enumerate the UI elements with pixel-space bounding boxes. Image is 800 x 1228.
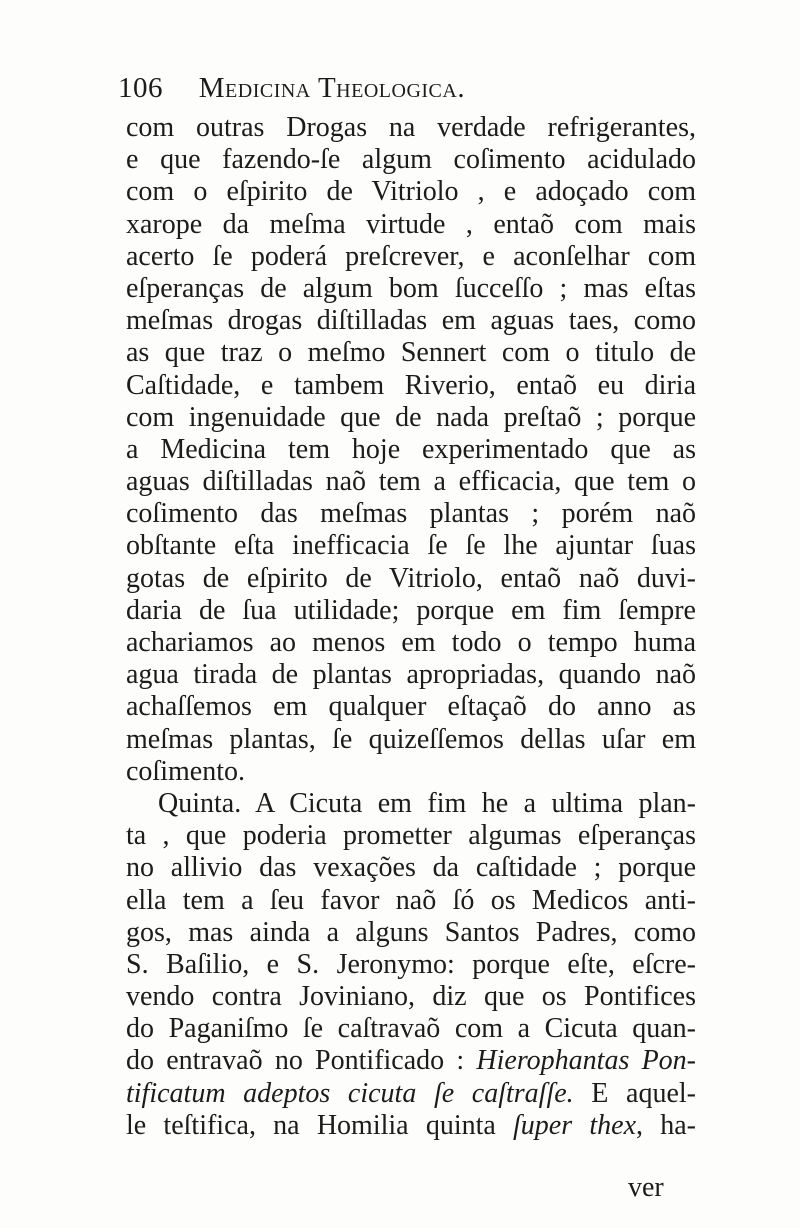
text-line: Caſtidade, e tambem Riverio, entaõ eu diria	[126, 369, 696, 401]
text-line: xarope da meſma virtude , entaõ com mais	[126, 208, 696, 240]
text-line: com outras Drogas na verdade refrigerantes,	[126, 112, 696, 143]
text-segment: , ha-	[636, 1109, 696, 1141]
text-line: aguas diſtilladas naõ tem a efficacia, que tem o	[126, 466, 696, 498]
text-line-with-latin	[126, 1110, 696, 1142]
text-line: e que fazendo-ſe algum coſimento acidulado	[126, 144, 696, 176]
text-line: acerto ſe poderá preſcrever, e aconſelhar com	[126, 240, 696, 272]
text-line: do Paganiſmo ſe caſtravaõ com a Cicuta quan-	[126, 1013, 696, 1045]
text-line: no allivio das vexações da caſtidade ; porque	[126, 852, 696, 884]
text-line: meſmas drogas diſtilladas em aguas taes, como	[126, 305, 696, 337]
text-segment: do entravaõ no Pontificado :	[126, 1045, 465, 1077]
text-line: gos, mas ainda a alguns Santos Padres, como	[126, 916, 696, 948]
latin-quote: ſuper thex	[513, 1109, 636, 1141]
text-line: coſimento.	[126, 755, 245, 787]
paragraph-start-line: Quinta. A Cicuta em fim he a ultima plan-	[158, 787, 696, 819]
text-line: meſmas plantas, ſe quizeſſemos dellas uſar em	[126, 723, 696, 755]
text-line: ta , que poderia prometter algumas eſperanças	[126, 820, 696, 852]
catchword: ver	[628, 1172, 664, 1203]
text-line: ella tem a ſeu favor naõ ſó os Medicos anti-	[126, 884, 696, 916]
text-line: vendo contra Joviniano, diz que os Pontifices	[126, 981, 696, 1013]
text-line: agua tirada de plantas apropriadas, quando naõ	[126, 659, 696, 691]
body-text	[126, 112, 696, 1142]
text-line: achaſſemos em qualquer eſtaçaõ do anno as	[126, 691, 696, 723]
text-line-with-latin	[126, 1078, 696, 1110]
latin-quote: tificatum adeptos cicuta ſe caſtraſſe.	[126, 1077, 574, 1109]
text-line: daria de ſua utilidade; porque em fim ſempre	[126, 594, 696, 626]
text-line: gotas de eſpirito de Vitriolo, entaõ naõ duvi-	[126, 562, 696, 594]
latin-quote: Hierophantas Pon-	[476, 1045, 697, 1077]
page-header	[118, 72, 678, 112]
text-line: achariamos ao menos em todo o tempo huma	[126, 627, 696, 658]
text-line: com ingenuidade que de nada preſtaõ ; porque	[126, 401, 696, 433]
text-segment: le teſtifica, na Homilia quinta	[126, 1109, 514, 1141]
text-line: eſperanças de algum bom ſucceſſo ; mas eſtas	[126, 272, 696, 304]
text-line: as que traz o meſmo Sennert com o titulo de	[126, 337, 696, 369]
text-line-with-latin	[126, 1045, 696, 1077]
text-line: S. Baſilio, e S. Jeronymo: porque eſte, eſcre-	[126, 948, 696, 980]
text-line: com o eſpirito de Vitriolo , e adoçado com	[126, 176, 696, 208]
text-segment: E aquel-	[573, 1077, 696, 1109]
text-line: obſtante eſta inefficacia ſe ſe lhe ajuntar ſuas	[126, 530, 696, 562]
page-number: 106	[118, 72, 163, 104]
text-line: a Medicina tem hoje experimentado que as	[126, 433, 696, 465]
text-line: coſimento das meſmas plantas ; porém naõ	[126, 498, 696, 530]
running-title: Medicina Theologica.	[198, 72, 466, 104]
